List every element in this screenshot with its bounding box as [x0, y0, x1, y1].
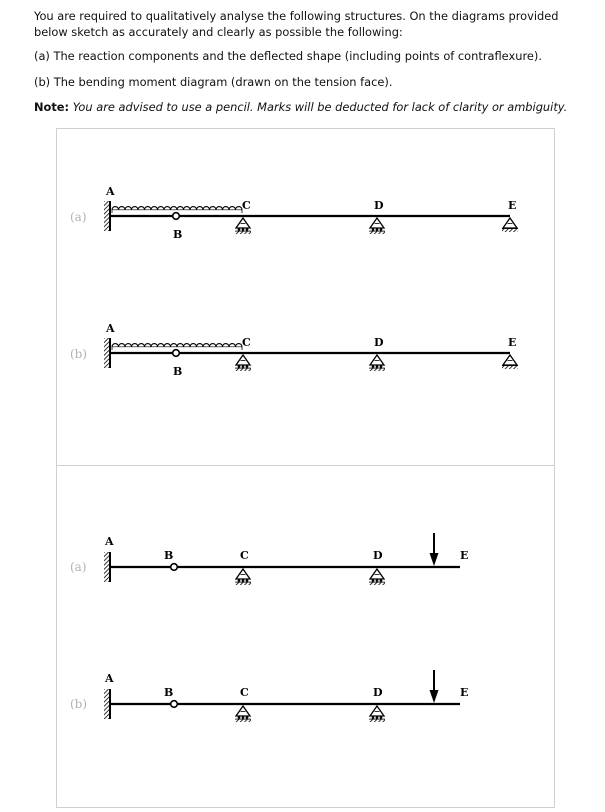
- node-label-d: D: [373, 549, 383, 562]
- fixed-support-a: [104, 552, 110, 582]
- node-label-c: C: [240, 549, 249, 562]
- node-label-b: B: [164, 549, 174, 562]
- node-label-a: A: [106, 322, 115, 335]
- roller-support-d: [369, 355, 385, 371]
- node-label-a: A: [106, 185, 115, 198]
- node-label-e: E: [460, 686, 469, 699]
- point-load-arrow: [430, 533, 439, 566]
- roller-support-d: [369, 569, 385, 585]
- node-label-b: B: [164, 686, 174, 699]
- part-label: (b): [70, 347, 88, 361]
- fixed-support-a: [104, 689, 110, 719]
- node-label-e: E: [508, 336, 517, 349]
- node-label-d: D: [373, 686, 383, 699]
- item-b-text: (b) The bending moment diagram (drawn on the tension face).: [34, 74, 393, 89]
- node-label-e: E: [508, 199, 517, 212]
- node-label-e: E: [460, 549, 469, 562]
- node-label-d: D: [374, 336, 384, 349]
- roller-support-c: [235, 355, 251, 371]
- hinge-b: [171, 701, 178, 708]
- note-text: You are advised to use a pencil. Marks will be deducted for lack of clarity or ambiguity.: [72, 100, 568, 114]
- hinge-b: [173, 350, 180, 357]
- structure-1-diagram-b: [70, 322, 518, 378]
- node-label-c: C: [240, 686, 249, 699]
- fixed-support-a: [104, 201, 110, 231]
- item-a-text: (a) The reaction components and the deflected shape (including points of contraflexure).: [34, 49, 542, 63]
- node-label-d: D: [374, 199, 384, 212]
- node-label-c: C: [242, 199, 251, 212]
- pin-support-e: [502, 355, 518, 369]
- intro-text: You are required to qualitatively analyse the following structures. On the diagrams provided below sketch as accurately and clearly as possible the following:: [34, 9, 559, 39]
- structure-2-diagram-a: [70, 533, 468, 585]
- hinge-b: [171, 564, 178, 571]
- roller-support-c: [235, 218, 251, 234]
- roller-support-d: [369, 218, 385, 234]
- structure-1-diagram-a: [70, 185, 518, 241]
- note-label: Note:: [34, 100, 70, 114]
- hinge-b: [173, 213, 180, 220]
- part-label: (a): [70, 210, 87, 224]
- node-label-c: C: [242, 336, 251, 349]
- part-label: (a): [70, 560, 87, 574]
- roller-support-c: [235, 569, 251, 585]
- structure-2-diagram-b: [70, 670, 468, 722]
- part-label: (b): [70, 697, 88, 711]
- node-label-b: B: [173, 365, 183, 378]
- node-label-a: A: [105, 535, 114, 548]
- node-label-b: B: [173, 228, 183, 241]
- pin-support-e: [502, 218, 518, 232]
- node-label-a: A: [105, 672, 114, 685]
- roller-support-c: [235, 706, 251, 722]
- roller-support-d: [369, 706, 385, 722]
- fixed-support-a: [104, 338, 110, 368]
- point-load-arrow: [430, 670, 439, 703]
